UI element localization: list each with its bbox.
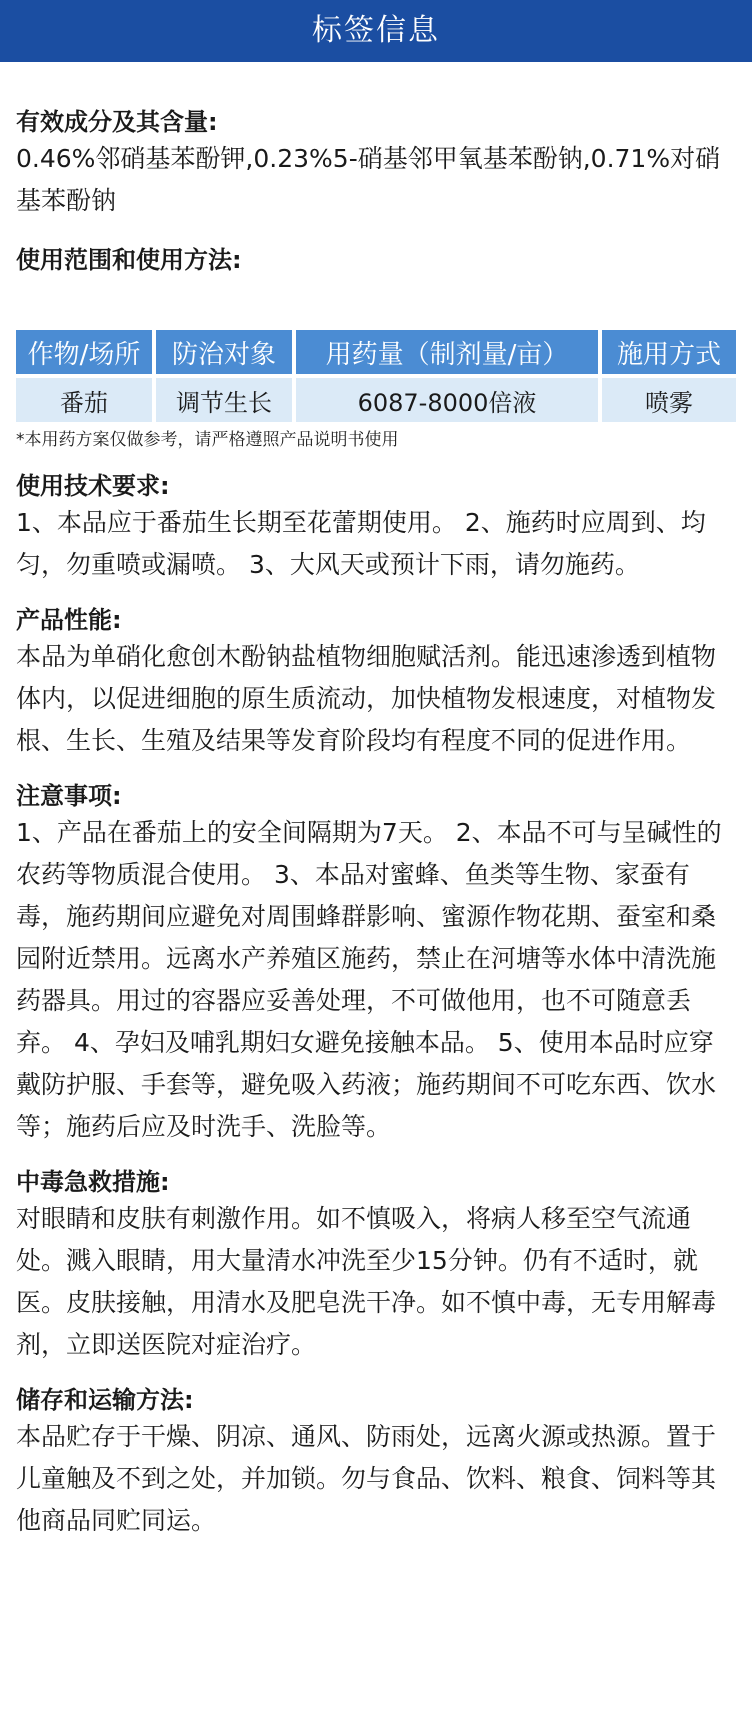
label-content (0, 106, 752, 1542)
table-header-cell: 作物/场所 (16, 330, 152, 374)
section-usage (16, 244, 736, 276)
usage-note: *本用药方案仅做参考，请严格遵照产品说明书使用 (16, 430, 399, 450)
section-title: 有效成分及其含量: (16, 108, 218, 136)
section-title: 使用范围和使用方法: (16, 246, 242, 274)
usage-table (12, 326, 740, 426)
table-cell: 调节生长 (156, 378, 292, 422)
table-header-cell: 施用方式 (602, 330, 736, 374)
section-text: 对眼睛和皮肤有刺激作用。如不慎吸入，将病人移至空气流通处。溅入眼睛，用大量清水冲洗至少15分钟。仍有不适时，就医。皮肤接触，用清水及肥皂洗干净。如不慎中毒，无专用解毒剂，立即送医院对症治疗。 (16, 1204, 717, 1359)
section-product-performance (16, 604, 736, 762)
table-row (16, 378, 736, 422)
section-title: 产品性能: (16, 606, 122, 634)
section-text: 本品为单硝化愈创木酚钠盐植物细胞赋活剂。能迅速渗透到植物体内，以促进细胞的原生质流动，加快植物发根速度，对植物发根、生长、生殖及结果等发育阶段均有程度不同的促进作用。 (16, 642, 717, 755)
section-title: 储存和运输方法: (16, 1386, 194, 1414)
section-technical-requirements (16, 470, 736, 586)
section-text: 1、本品应于番茄生长期至花蕾期使用。 2、施药时应周到、均匀，勿重喷或漏喷。 3、大风天或预计下雨，请勿施药。 (16, 508, 706, 579)
section-title: 使用技术要求: (16, 472, 170, 500)
section-precautions (16, 780, 736, 1148)
section-title: 注意事项: (16, 782, 122, 810)
section-title: 中毒急救措施: (16, 1168, 170, 1196)
table-header-cell: 防治对象 (156, 330, 292, 374)
page-header (0, 0, 752, 62)
section-text: 本品贮存于干燥、阴凉、通风、防雨处，远离火源或热源。置于儿童触及不到之处，并加锁。勿与食品、饮料、粮食、饲料等其他商品同贮同运。 (16, 1422, 717, 1535)
section-text: 1、产品在番茄上的安全间隔期为7天。 2、本品不可与呈碱性的农药等物质混合使用。 3、本品对蜜蜂、鱼类等生物、家蚕有毒，施药期间应避免对周围蜂群影响、蜜源作物花期、蚕室和桑园附近禁用。远离水产养殖区施药，禁止在河塘等水体中清洗施药器具。用过的容器应妥善处理，不可做他用，也不可随意丢弃。 4、孕妇及哺乳期妇女避免接触本品。 5、使用本品时应穿戴防护服、手套等，避免吸入药液；施药期间不可吃东西、饮水等；施药后应及时洗手、洗脸等。 (16, 818, 722, 1141)
table-header-row (16, 330, 736, 374)
section-first-aid (16, 1166, 736, 1366)
table-header-cell: 用药量（制剂量/亩） (296, 330, 598, 374)
page-title: 标签信息 (312, 13, 440, 48)
section-storage-transport (16, 1384, 736, 1542)
section-text: 0.46%邻硝基苯酚钾,0.23%5-硝基邻甲氧基苯酚钠,0.71%对硝基苯酚钠 (16, 144, 721, 215)
table-cell: 6087-8000倍液 (296, 378, 598, 422)
table-cell: 喷雾 (602, 378, 736, 422)
table-cell: 番茄 (16, 378, 152, 422)
section-ingredients (16, 106, 736, 222)
